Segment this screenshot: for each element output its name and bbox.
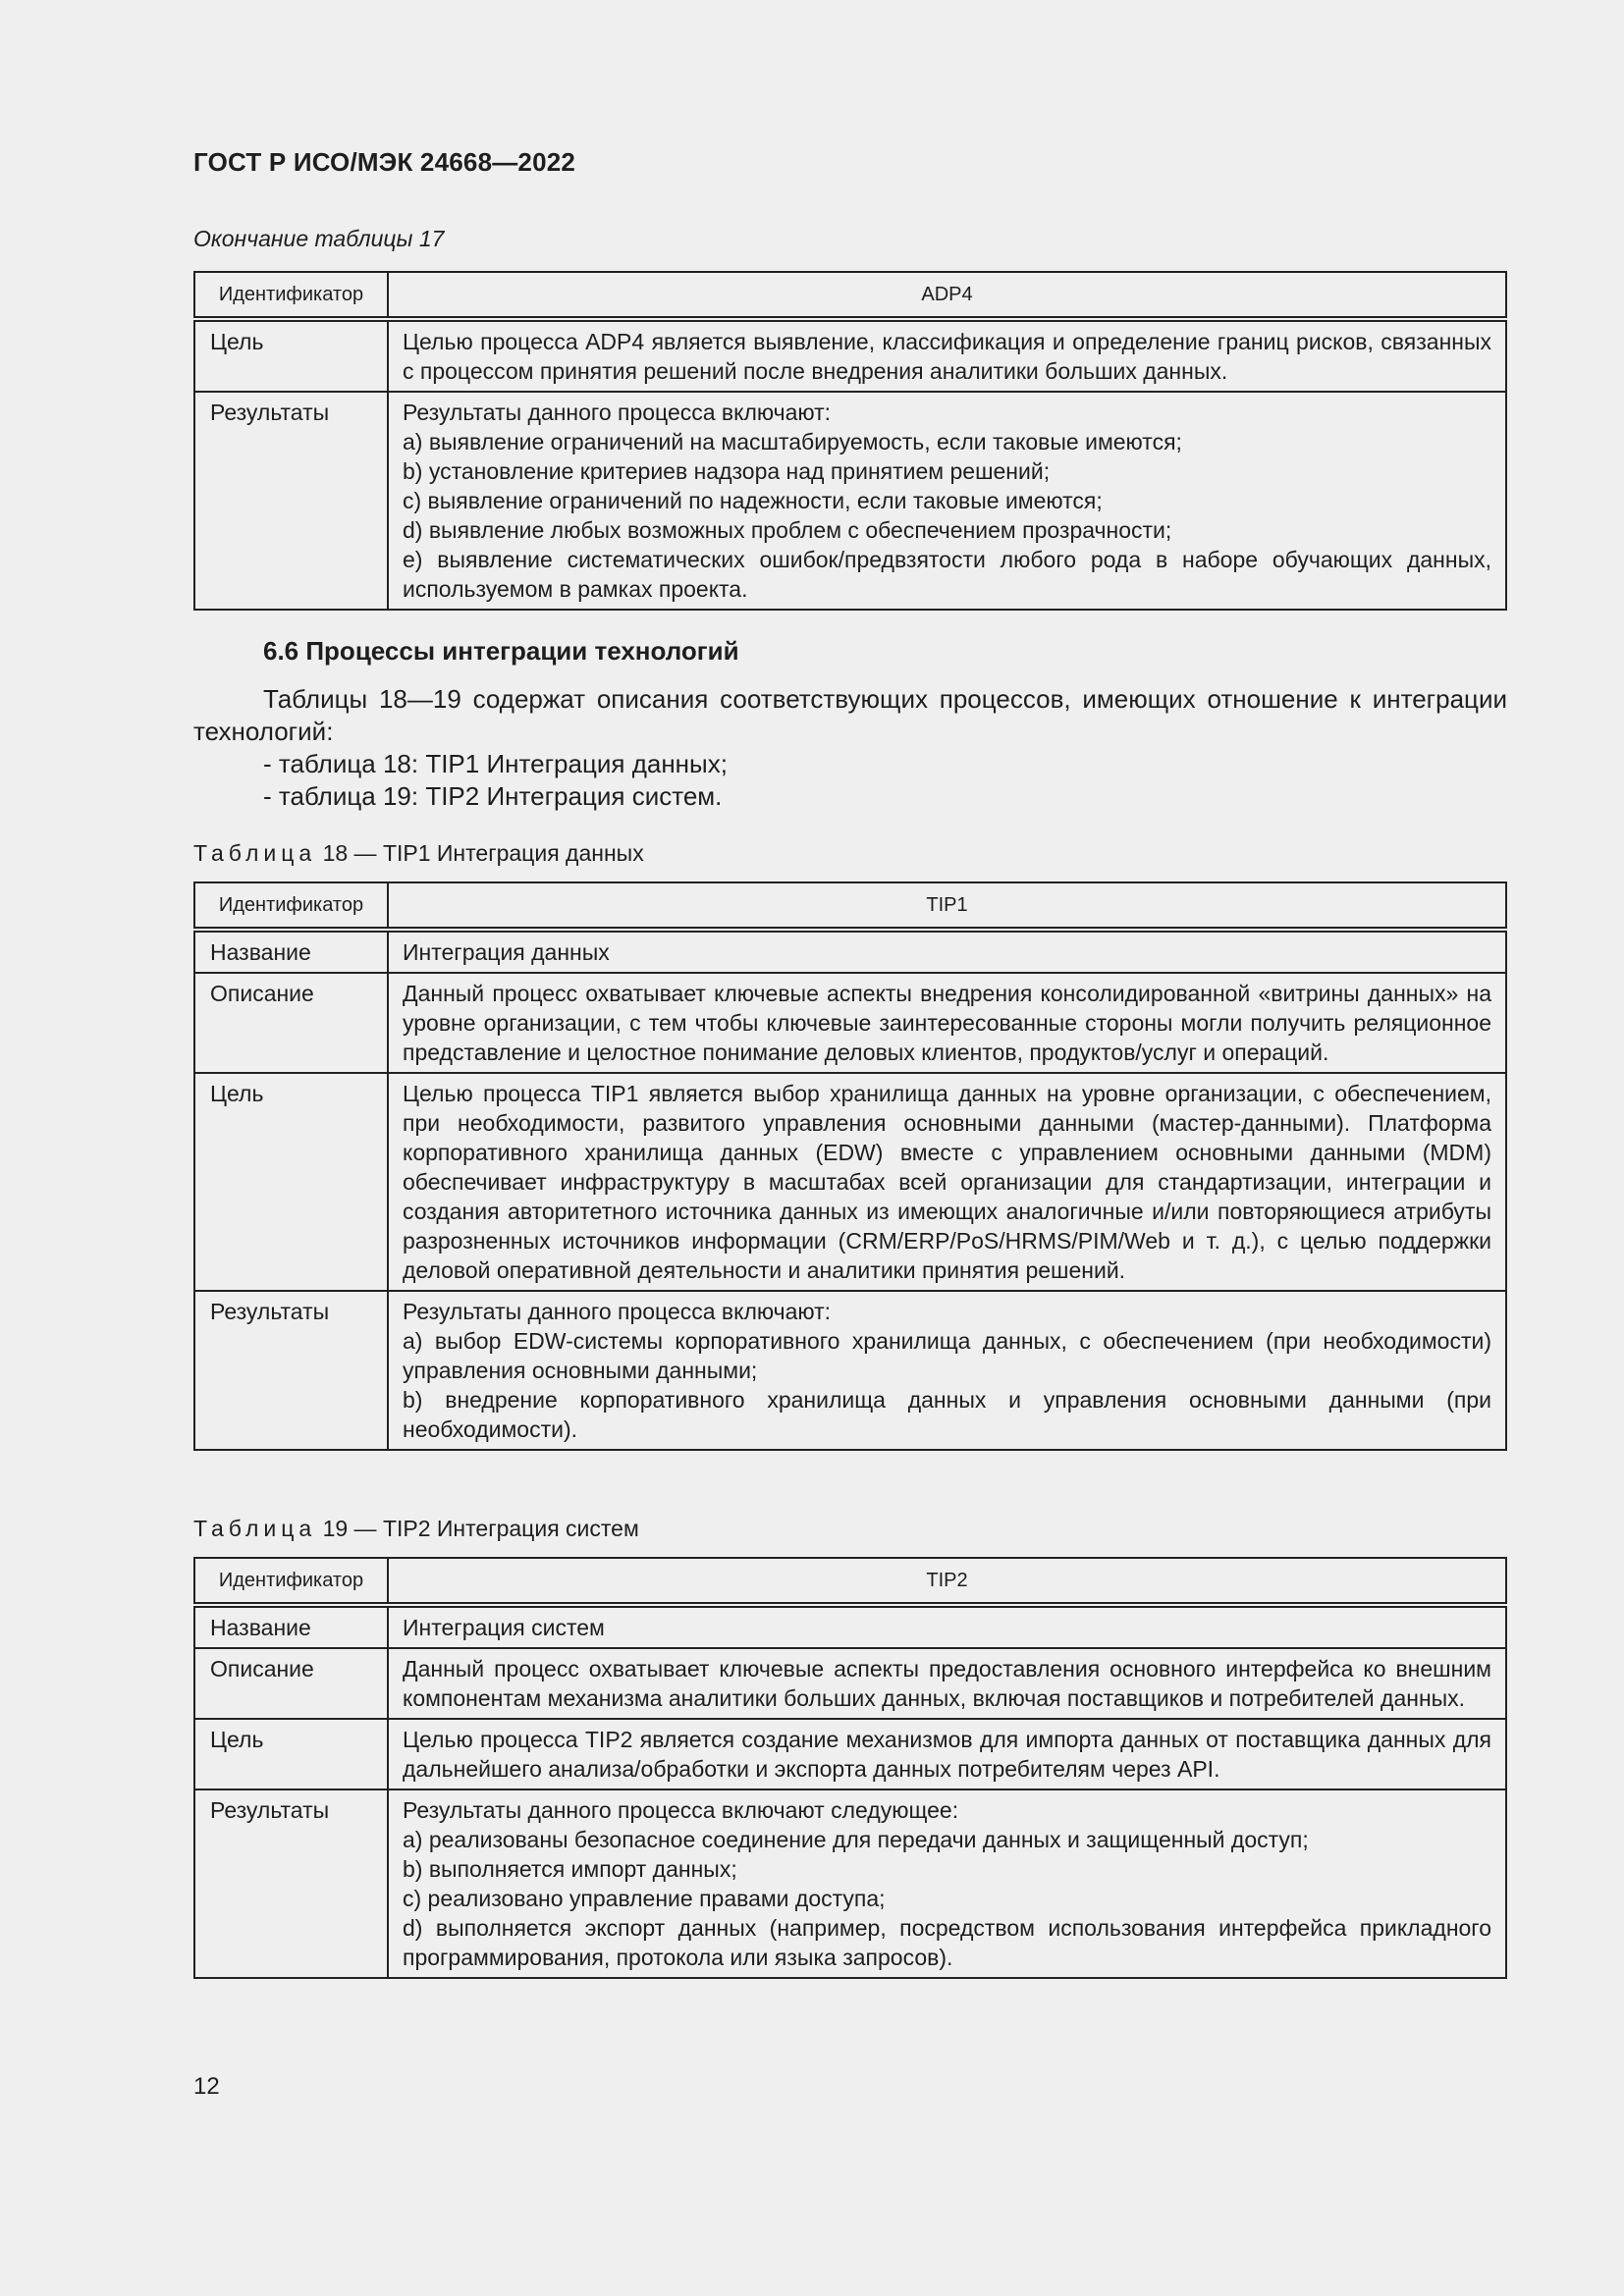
- table-row: [194, 1648, 1506, 1719]
- table18-row-label: Название: [194, 930, 388, 973]
- table19-header-label: Идентификатор: [194, 1558, 388, 1605]
- table18-row-cell: [388, 973, 1506, 1073]
- cell-line: e) выявление систематических ошибок/предвзятости любого рода в наборе обучающих данных, используемом в рамках проекта.: [403, 547, 1491, 602]
- cell-line: d) выполняется экспорт данных (например, посредством использования интерфейса прикладного программирования, протокола или языка запросов).: [403, 1915, 1491, 1970]
- document-title: ГОСТ Р ИСО/МЭК 24668—2022: [193, 147, 576, 177]
- table19-row-cell: [388, 1719, 1506, 1789]
- cell-line: Данный процесс охватывает ключевые аспекты внедрения консолидированной «витрины данных» на уровне организации, с тем чтобы ключевые заинтересованные стороны могли получить реляционное представление и целостное понимание деловых клиентов, продуктов/услуг и операций.: [403, 981, 1491, 1065]
- table19-row-label: Описание: [194, 1648, 388, 1719]
- table18-row-label: Цель: [194, 1073, 388, 1291]
- table17-row-label: Цель: [194, 319, 388, 392]
- table19-row-cell: [388, 1648, 1506, 1719]
- table18-caption-text: 18 — TIP1 Интеграция данных: [322, 840, 644, 866]
- table19-header-row: [194, 1558, 1506, 1605]
- table19-row-cell: [388, 1605, 1506, 1648]
- cell-line: c) выявление ограничений по надежности, если таковые имеются;: [403, 488, 1103, 513]
- table18-row-label: Результаты: [194, 1291, 388, 1450]
- table19-row-label: Результаты: [194, 1789, 388, 1978]
- table17-continuation-caption: Окончание таблицы 17: [193, 226, 445, 251]
- cell-line: Интеграция данных: [403, 939, 610, 965]
- table17-row-label: Результаты: [194, 392, 388, 610]
- cell-line: Данный процесс охватывает ключевые аспекты предоставления основного интерфейса ко внешним компонентам механизма аналитики больших данных, включая поставщиков и потребителей данных.: [403, 1656, 1491, 1711]
- table-row: [194, 392, 1506, 610]
- table18-row-cell: [388, 1073, 1506, 1291]
- table17-header-row: [194, 272, 1506, 319]
- table18-row-label: Описание: [194, 973, 388, 1073]
- cell-line: Целью процесса TIP1 является выбор хранилища данных на уровне организации, с обеспечением, при необходимости, развитого управления основными данными (мастер-данными). Платформа корпоративного хранилища данных (EDW) вместе с управлением основными данными (MDM) обеспечивает инфраструктуру в масштабах всей организации для стандартизации, интеграции и создания авторитетного источника данных из имеющих аналогичные и/или повторяющиеся атрибуты разрозненных источников информации (CRM/ERP/PoS/HRMS/PIM/Web и т. д.), с целью поддержки деловой оперативной деятельности и аналитики принятия решений.: [403, 1081, 1491, 1283]
- table19-caption-text: 19 — TIP2 Интеграция систем: [322, 1516, 639, 1541]
- table18-row-cell: [388, 1291, 1506, 1450]
- section-paragraph: [193, 683, 1507, 813]
- section-intro: Таблицы 18—19 содержат описания соответствующих процессов, имеющих отношение к интеграции технологий:: [193, 684, 1507, 746]
- table-19: [193, 1557, 1507, 1979]
- cell-line: c) реализовано управление правами доступа;: [403, 1886, 886, 1911]
- cell-line: Результаты данного процесса включают:: [403, 400, 832, 425]
- cell-line: Интеграция систем: [403, 1615, 605, 1640]
- cell-line: Результаты данного процесса включают следующее:: [403, 1797, 959, 1823]
- cell-line: a) выявление ограничений на масштабируемость, если таковые имеются;: [403, 429, 1182, 454]
- table17-header-value: ADP4: [388, 272, 1506, 319]
- table18-header-row: [194, 882, 1506, 930]
- table18-caption-word: Таблица: [193, 840, 317, 866]
- table-row: [194, 930, 1506, 973]
- table17-row-cell: [388, 319, 1506, 392]
- table17-header-label: Идентификатор: [194, 272, 388, 319]
- section-heading: 6.6 Процессы интеграции технологий: [263, 636, 739, 666]
- table18-header-label: Идентификатор: [194, 882, 388, 930]
- cell-line: Целью процесса ADP4 является выявление, классификация и определение границ рисков, связанных с процессом принятия решений после внедрения аналитики больших данных.: [403, 329, 1491, 384]
- table-row: [194, 1291, 1506, 1450]
- cell-line: Целью процесса TIP2 является создание механизмов для импорта данных от поставщика данных для дальнейшего анализа/обработки и экспорта данных потребителям через API.: [403, 1727, 1491, 1782]
- table19-row-label: Название: [194, 1605, 388, 1648]
- list-item: - таблица 19: TIP2 Интеграция систем.: [263, 781, 723, 811]
- table19-caption: [193, 1516, 639, 1542]
- table-row: [194, 1073, 1506, 1291]
- table17-row-cell: [388, 392, 1506, 610]
- table-row: [194, 1605, 1506, 1648]
- cell-line: a) реализованы безопасное соединение для передачи данных и защищенный доступ;: [403, 1827, 1309, 1852]
- table-row: [194, 1719, 1506, 1789]
- table18-header-value: TIP1: [388, 882, 1506, 930]
- table18-row-cell: [388, 930, 1506, 973]
- table-18: [193, 881, 1507, 1451]
- list-item: - таблица 18: TIP1 Интеграция данных;: [263, 749, 728, 778]
- table-row: [194, 973, 1506, 1073]
- cell-line: Результаты данного процесса включают:: [403, 1299, 832, 1324]
- table19-row-label: Цель: [194, 1719, 388, 1789]
- table18-caption: [193, 840, 644, 867]
- cell-line: b) установление критериев надзора над принятием решений;: [403, 458, 1051, 484]
- page-number: 12: [193, 2073, 220, 2100]
- table19-header-value: TIP2: [388, 1558, 1506, 1605]
- cell-line: b) выполняется импорт данных;: [403, 1856, 737, 1882]
- table-17: [193, 271, 1507, 611]
- cell-line: b) внедрение корпоративного хранилища данных и управления основными данными (при необходимости).: [403, 1387, 1491, 1442]
- table-row: [194, 1789, 1506, 1978]
- table-row: [194, 319, 1506, 392]
- cell-line: a) выбор EDW-системы корпоративного хранилища данных, с обеспечением (при необходимости) управления основными данными;: [403, 1328, 1491, 1383]
- table19-caption-word: Таблица: [193, 1516, 317, 1541]
- table19-row-cell: [388, 1789, 1506, 1978]
- cell-line: d) выявление любых возможных проблем с обеспечением прозрачности;: [403, 517, 1172, 543]
